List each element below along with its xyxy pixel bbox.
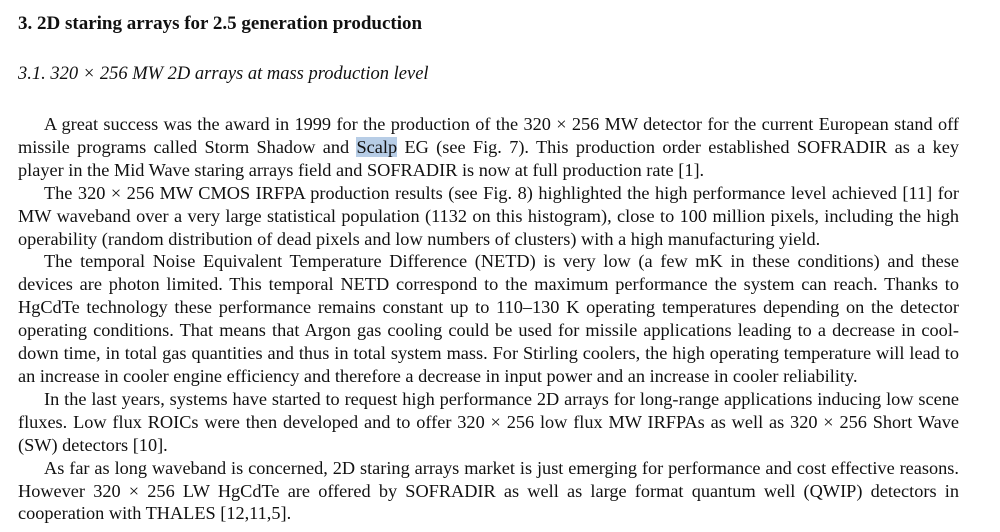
paragraph-3: The temporal Noise Equivalent Temperature Difference (NETD) is very low (a few mK in these conditions) and these devices are photon limited. This temporal NETD correspond to the maximum performance the system can reach. Thanks to HgCdTe technology these performance remains constant up to 110–130 K operating temperatures depending on the detector operating conditions. That means that Argon gas cooling could be used for missile applications leading to a decrease in cool-down time, in total gas quantities and thus in total system mass. For Stirling coolers, the high operating temperature will lead to an increase in cooler engine efficiency and therefore a decrease in input power and an increase in cooler reliability. — [18, 251, 959, 386]
paragraph-2: The 320 × 256 MW CMOS IRFPA production results (see Fig. 8) highlighted the high performance level achieved [11] for MW waveband over a very large statistical population (1132 on this histogram), close to 100 million pixels, including the high operability (random distribution of dead pixels and low numbers of clusters) with a high manufacturing yield. — [18, 182, 959, 249]
paragraph-1-text-start: A great success was the award in 1999 for the production of the 320 × 256 MW detector for the current European stand off missile programs called Storm Shadow and — [18, 114, 959, 157]
body-text — [18, 113, 959, 525]
paragraph-5: As far as long waveband is concerned, 2D staring arrays market is just emerging for performance and cost effective reasons. However 320 × 256 LW HgCdTe are offered by SOFRADIR as well as large format quantum well (QWIP) detectors in cooperation with THALES [12,11,5]. — [18, 457, 959, 524]
selected-text-highlight[interactable]: Scalp — [356, 136, 398, 157]
paragraph-1 — [18, 113, 959, 182]
subsection-heading: 3.1. 320 × 256 MW 2D arrays at mass production level — [18, 64, 429, 84]
paragraph-4: In the last years, systems have started to request high performance 2D arrays for long-range applications inducing low scene fluxes. Low flux ROICs were then developed and to offer 320 × 256 low flux MW IRFPAs as well as 320 × 256 Short Wave (SW) detectors [10]. — [18, 388, 959, 455]
section-heading: 3. 2D staring arrays for 2.5 generation production — [18, 13, 423, 34]
paragraph-1-text-end: EG (see Fig. 7). This production order established SOFRADIR as a key player in the Mid Wave staring arrays field and SOFRADIR is now at full production rate [1]. — [18, 136, 959, 180]
